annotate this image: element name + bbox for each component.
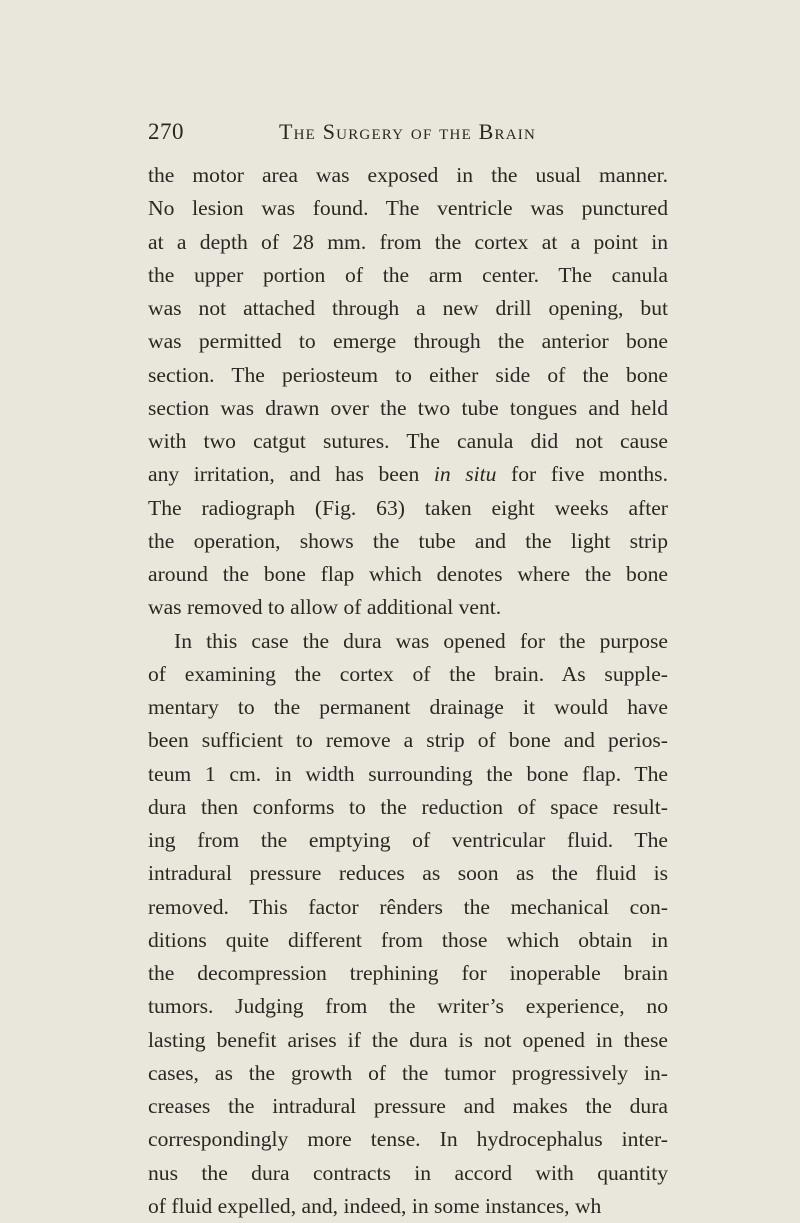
text-line: creases the intradural pressure and makes the dura: [148, 1094, 668, 1118]
paragraph-start-line: In this case the dura was opened for the purpose: [174, 628, 668, 653]
text-line: the decompression trephining for inoperable brain: [148, 961, 668, 985]
text-line: cases, as the growth of the tumor progressively in-: [148, 1060, 668, 1085]
text-line: the motor area was exposed in the usual manner.: [148, 163, 668, 187]
text-line: dura then conforms to the reduction of space result-: [148, 794, 668, 819]
text-line: ditions quite different from those which obtain in: [148, 927, 668, 952]
text-segment: any irritation, and has been: [148, 462, 434, 487]
running-head: The Surgery of the Brain: [279, 119, 536, 144]
text-line: section was drawn over the two tube tongues and held: [148, 395, 668, 420]
text-line: at a depth of 28 mm. from the cortex at a point in: [148, 229, 668, 254]
text-segment: for five months.: [496, 462, 668, 487]
text-line: with two catgut sutures. The canula did not cause: [148, 429, 668, 453]
text-line: the upper portion of the arm center. The canula: [148, 262, 668, 287]
text-line: of fluid expelled, and, indeed, in some instances, wh: [148, 1193, 602, 1218]
text-line: tumors. Judging from the writer’s experience, no: [148, 994, 668, 1019]
text-line: mentary to the permanent drainage it would have: [148, 695, 668, 719]
body-text: [148, 159, 668, 1223]
text-line: teum 1 cm. in width surrounding the bone flap. The: [148, 761, 668, 786]
text-line: The radiograph (Fig. 63) taken eight weeks after: [148, 495, 668, 520]
text-line: section. The periosteum to either side of the bone: [148, 362, 668, 387]
text-line: intradural pressure reduces as soon as the fluid is: [148, 861, 668, 886]
page-number: 270: [148, 119, 184, 144]
text-line: ing from the emptying of ventricular fluid. The: [148, 828, 668, 852]
text-line: been sufficient to remove a strip of bone and perios-: [148, 728, 668, 753]
text-line: nus the dura contracts in accord with quantity: [148, 1160, 668, 1185]
text-line: No lesion was found. The ventricle was punctured: [148, 196, 668, 221]
page-header: [148, 119, 668, 149]
text-line: lasting benefit arises if the dura is not opened in these: [148, 1027, 668, 1052]
text-line: around the bone flap which denotes where the bone: [148, 562, 668, 586]
text-line: of examining the cortex of the brain. As supple-: [148, 661, 668, 686]
text-line: correspondingly more tense. In hydrocephalus inter-: [148, 1127, 668, 1152]
text-line: the operation, shows the tube and the light strip: [148, 528, 668, 553]
text-line: was permitted to emerge through the anterior bone: [148, 329, 668, 354]
italic-phrase: in situ: [433, 462, 497, 487]
text-line: removed. This factor rênders the mechanical con-: [148, 894, 668, 919]
text-line-with-italic: [148, 458, 668, 491]
paragraph-end-line: was removed to allow of additional vent.: [148, 595, 502, 620]
text-line: was not attached through a new drill opening, but: [148, 296, 668, 320]
